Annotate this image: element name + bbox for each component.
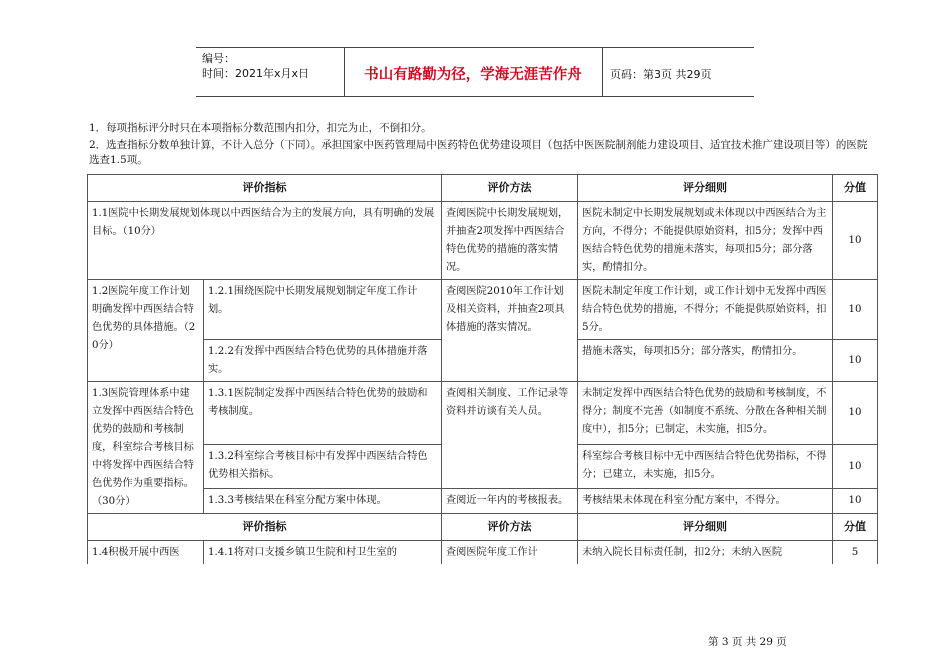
detail-cell: 考核结果未体现在科室分配方案中，不得分。 (578, 488, 833, 513)
header-page-number: 页码：第3页 共29页 (610, 68, 712, 81)
table-row (88, 202, 878, 280)
detail-cell: 措施未落实，每项扣5分；部分落实，酌情扣分。 (578, 340, 833, 382)
header-divider (602, 48, 603, 96)
note-1: 1．每项指标评分时只在本项指标分数范围内扣分，扣完为止，不倒扣分。 (89, 122, 432, 134)
header-detail: 评分细则 (578, 514, 833, 541)
header-score: 分值 (833, 514, 878, 541)
header-score: 分值 (833, 175, 878, 202)
header-detail: 评分细则 (578, 175, 833, 202)
detail-cell: 医院未制定年度工作计划，或工作计划中无发挥中西医结合特色优势的措施，不得分；不能提供原始资料，扣5分。 (578, 280, 833, 340)
table-row (88, 280, 878, 340)
score-cell: 10 (833, 444, 878, 488)
header-time: 时间：2021年x月x日 (202, 67, 310, 80)
note-2: 2．选查指标分数单独计算，不计入总分（下同）。承担国家中医药管理局中医药特色优势建设项目（包括中医医院制剂能力建设项目、适宜技术推广建设项目等）的医院选查1.5项。 (89, 139, 868, 166)
header-indicator: 评价指标 (88, 514, 442, 541)
table-row (88, 488, 878, 513)
method-cell: 查阅近一年内的考核报表。 (442, 488, 578, 513)
sub-indicator-cell: 1.3.2科室综合考核目标中有发挥中西医结合特色优势相关指标。 (204, 444, 442, 488)
score-cell: 10 (833, 280, 878, 340)
indicator-cell: 1.4积极开展中西医 (88, 541, 204, 565)
score-cell: 10 (833, 382, 878, 445)
indicator-cell: 1.3医院管理体系中建立发挥中西医结合特色优势的鼓励和考核制度，科室综合考核目标中将发挥中西医结合特色优势作为重要指标。（30分） (88, 382, 204, 514)
evaluation-table (87, 174, 878, 564)
indicator-cell: 1.1医院中长期发展规划体现以中西医结合为主的发展方向，具有明确的发展目标。（10分） (88, 202, 442, 280)
header-method: 评价方法 (442, 514, 578, 541)
detail-cell: 医院未制定中长期发展规划或未体现以中西医结合为主方向，不得分；不能提供原始资料，扣5分；发挥中西医结合特色优势的措施未落实，每项扣5分；部分落实，酌情扣分。 (578, 202, 833, 280)
sub-indicator-cell: 1.3.1医院制定发挥中西医结合特色优势的鼓励和考核制度。 (204, 382, 442, 445)
method-cell: 查阅医院年度工作计 (442, 541, 578, 565)
sub-indicator-cell: 1.2.1围绕医院中长期发展规划制定年度工作计划。 (204, 280, 442, 340)
header-meta (202, 51, 309, 81)
page-footer: 第 3 页 共 29 页 (708, 636, 787, 648)
indicator-cell: 1.2医院年度工作计划明确发挥中西医结合特色优势的具体措施。（20分） (88, 280, 204, 382)
score-cell: 10 (833, 340, 878, 382)
sub-indicator-cell: 1.2.2有发挥中西医结合特色优势的具体措施并落实。 (204, 340, 442, 382)
table-row (88, 382, 878, 445)
score-cell: 10 (833, 202, 878, 280)
document-header (196, 47, 754, 97)
sub-indicator-cell: 1.4.1将对口支援乡镇卫生院和村卫生室的 (204, 541, 442, 565)
header-method: 评价方法 (442, 175, 578, 202)
detail-cell: 未纳入院长目标责任制，扣2分；未纳入医院 (578, 541, 833, 565)
table-header-row (88, 175, 878, 202)
sub-indicator-cell: 1.3.3考核结果在科室分配方案中体现。 (204, 488, 442, 513)
header-number: 编号： (202, 52, 235, 65)
detail-cell: 科室综合考核目标中无中西医结合特色优势指标，不得分；已建立，未实施，扣5分。 (578, 444, 833, 488)
method-cell: 查阅相关制度、工作记录等资料并访谈有关人员。 (442, 382, 578, 489)
header-motto: 书山有路勤为径，学海无涯苦作舟 (364, 67, 582, 83)
header-indicator: 评价指标 (88, 175, 442, 202)
score-cell: 10 (833, 488, 878, 513)
table-row (88, 541, 878, 565)
score-cell: 5 (833, 541, 878, 565)
table-header-row (88, 514, 878, 541)
method-cell: 查阅医院中长期发展规划，并抽查2项发挥中西医结合特色优势的措施的落实情况。 (442, 202, 578, 280)
method-cell: 查阅医院2010年工作计划及相关资料，并抽查2项具体措施的落实情况。 (442, 280, 578, 382)
detail-cell: 未制定发挥中西医结合特色优势的鼓励和考核制度，不得分；制度不完善（如制度不系统、分散在各种相关制度中），扣5分；已制定，未实施，扣5分。 (578, 382, 833, 445)
